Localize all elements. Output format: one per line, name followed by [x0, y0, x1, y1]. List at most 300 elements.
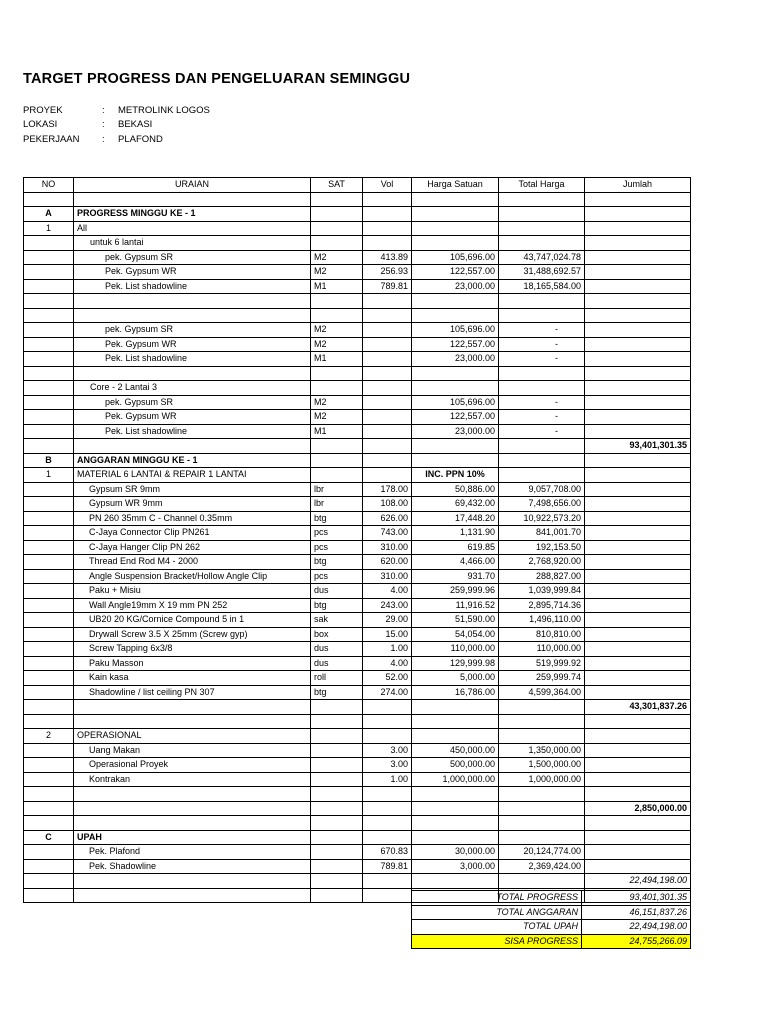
table-row — [24, 468, 691, 483]
cell-jumlah — [585, 381, 691, 396]
cell-harga-satuan — [412, 801, 499, 816]
cell-no — [24, 627, 74, 642]
cell-uraian: Gypsum WR 9mm — [74, 497, 311, 512]
cell-total-harga: 7,498,656.00 — [499, 497, 585, 512]
cell-no — [24, 540, 74, 555]
summary-label: TOTAL UPAH — [412, 920, 582, 935]
cell-vol: 310.00 — [363, 540, 412, 555]
cell-sat — [311, 294, 363, 309]
summary-table — [411, 890, 691, 949]
cell-harga-satuan — [412, 207, 499, 222]
table-row — [24, 395, 691, 410]
cell-no — [24, 555, 74, 570]
cell-sat — [311, 221, 363, 236]
summary-label: SISA PROGRESS — [412, 934, 582, 949]
table-row — [24, 642, 691, 657]
cell-total-harga — [499, 787, 585, 802]
summary-label: TOTAL ANGGARAN — [412, 905, 582, 920]
project-info — [23, 103, 210, 147]
cell-sat: roll — [311, 671, 363, 686]
cell-jumlah — [585, 656, 691, 671]
cell-vol — [363, 337, 412, 352]
cell-vol — [363, 192, 412, 207]
table-row — [24, 366, 691, 381]
cell-no — [24, 714, 74, 729]
cell-jumlah — [585, 294, 691, 309]
cell-vol: 4.00 — [363, 656, 412, 671]
table-row — [24, 453, 691, 468]
cell-vol: 1.00 — [363, 772, 412, 787]
summary-row-total-upah — [412, 920, 691, 935]
cell-vol: 789.81 — [363, 859, 412, 874]
summary-row-sisa-progress — [412, 934, 691, 949]
cell-jumlah — [585, 366, 691, 381]
cell-harga-satuan — [412, 816, 499, 831]
cell-total-harga: - — [499, 323, 585, 338]
cell-jumlah — [585, 642, 691, 657]
cell-harga-satuan: INC. PPN 10% — [412, 468, 499, 483]
cell-total-harga: - — [499, 410, 585, 425]
cell-harga-satuan — [412, 714, 499, 729]
cell-jumlah — [585, 279, 691, 294]
cell-jumlah: 43,301,837.26 — [585, 700, 691, 715]
cell-vol: 670.83 — [363, 845, 412, 860]
cell-harga-satuan — [412, 453, 499, 468]
cell-total-harga: 4,599,364.00 — [499, 685, 585, 700]
cell-sat: M2 — [311, 265, 363, 280]
cell-uraian: Operasional Proyek — [74, 758, 311, 773]
cell-sat: M2 — [311, 410, 363, 425]
info-colon: : — [102, 133, 105, 145]
cell-no: A — [24, 207, 74, 222]
cell-sat: pcs — [311, 540, 363, 555]
cell-total-harga: 810,810.00 — [499, 627, 585, 642]
cell-uraian — [74, 714, 311, 729]
cell-sat: dus — [311, 656, 363, 671]
cell-no — [24, 888, 74, 903]
cell-harga-satuan: 30,000.00 — [412, 845, 499, 860]
cell-harga-satuan: 69,432.00 — [412, 497, 499, 512]
cell-harga-satuan: 122,557.00 — [412, 337, 499, 352]
cell-no: C — [24, 830, 74, 845]
cell-uraian: Angle Suspension Bracket/Hollow Angle Clip — [74, 569, 311, 584]
cell-vol — [363, 439, 412, 454]
info-row-lokasi — [23, 118, 210, 133]
cell-total-harga: 1,000,000.00 — [499, 772, 585, 787]
cell-total-harga — [499, 830, 585, 845]
cell-vol: 29.00 — [363, 613, 412, 628]
table-row — [24, 337, 691, 352]
cell-no: 2 — [24, 729, 74, 744]
cell-sat: sak — [311, 613, 363, 628]
cell-jumlah — [585, 221, 691, 236]
cell-jumlah — [585, 511, 691, 526]
col-header-jumlah: Jumlah — [585, 178, 691, 193]
cell-sat — [311, 236, 363, 251]
cell-vol — [363, 381, 412, 396]
cell-jumlah: 93,401,301.35 — [585, 439, 691, 454]
cell-jumlah — [585, 758, 691, 773]
cell-jumlah — [585, 613, 691, 628]
table-row — [24, 627, 691, 642]
table-row — [24, 555, 691, 570]
info-row-pekerjaan — [23, 132, 210, 147]
cell-harga-satuan: 619.85 — [412, 540, 499, 555]
cell-uraian — [74, 700, 311, 715]
cell-uraian: C-Jaya Hanger Clip PN 262 — [74, 540, 311, 555]
cell-harga-satuan: 105,696.00 — [412, 250, 499, 265]
cell-total-harga — [499, 453, 585, 468]
cell-jumlah: 22,494,198.00 — [585, 874, 691, 889]
table-row — [24, 656, 691, 671]
cell-vol: 108.00 — [363, 497, 412, 512]
cell-vol: 256.93 — [363, 265, 412, 280]
cell-total-harga — [499, 236, 585, 251]
cell-harga-satuan — [412, 439, 499, 454]
table-row — [24, 439, 691, 454]
table-row — [24, 192, 691, 207]
cell-uraian: Uang Makan — [74, 743, 311, 758]
info-label: LOKASI — [23, 119, 58, 131]
cell-total-harga — [499, 294, 585, 309]
table-row — [24, 772, 691, 787]
cell-sat — [311, 439, 363, 454]
cell-harga-satuan — [412, 221, 499, 236]
cell-uraian: Pek. Gypsum WR — [74, 337, 311, 352]
info-label: PROYEK — [23, 104, 63, 116]
table-row — [24, 743, 691, 758]
cell-sat — [311, 874, 363, 889]
cell-jumlah — [585, 337, 691, 352]
cell-jumlah — [585, 453, 691, 468]
cell-no — [24, 236, 74, 251]
table-row — [24, 830, 691, 845]
cell-sat — [311, 830, 363, 845]
cell-sat — [311, 700, 363, 715]
cell-no — [24, 671, 74, 686]
budget-table — [23, 177, 691, 903]
cell-no — [24, 250, 74, 265]
summary-value: 22,494,198.00 — [582, 920, 691, 935]
cell-sat: lbr — [311, 482, 363, 497]
cell-jumlah — [585, 772, 691, 787]
page-title: TARGET PROGRESS DAN PENGELUARAN SEMINGGU — [23, 71, 411, 87]
cell-uraian: OPERASIONAL — [74, 729, 311, 744]
table-row — [24, 598, 691, 613]
col-header-harga-satuan: Harga Satuan — [412, 178, 499, 193]
cell-harga-satuan: 23,000.00 — [412, 279, 499, 294]
table-row — [24, 482, 691, 497]
cell-uraian: PROGRESS MINGGU KE - 1 — [74, 207, 311, 222]
table-row — [24, 424, 691, 439]
summary-value: 46,151,837.26 — [582, 905, 691, 920]
cell-no — [24, 482, 74, 497]
cell-jumlah — [585, 555, 691, 570]
cell-no — [24, 294, 74, 309]
cell-no — [24, 613, 74, 628]
cell-vol: 274.00 — [363, 685, 412, 700]
cell-sat — [311, 787, 363, 802]
cell-no — [24, 787, 74, 802]
cell-total-harga: 18,165,584.00 — [499, 279, 585, 294]
table-row — [24, 526, 691, 541]
cell-jumlah — [585, 830, 691, 845]
cell-vol — [363, 888, 412, 903]
cell-harga-satuan — [412, 700, 499, 715]
cell-sat: btg — [311, 598, 363, 613]
cell-harga-satuan: 4,466.00 — [412, 555, 499, 570]
cell-jumlah — [585, 250, 691, 265]
cell-uraian: Paku + Misiu — [74, 584, 311, 599]
cell-sat — [311, 381, 363, 396]
table-row — [24, 729, 691, 744]
cell-jumlah — [585, 410, 691, 425]
cell-harga-satuan — [412, 381, 499, 396]
cell-jumlah — [585, 497, 691, 512]
cell-no — [24, 366, 74, 381]
col-header-sat: SAT — [311, 178, 363, 193]
cell-harga-satuan: 105,696.00 — [412, 395, 499, 410]
cell-no — [24, 859, 74, 874]
cell-uraian: Pek. Gypsum WR — [74, 410, 311, 425]
cell-no — [24, 424, 74, 439]
cell-harga-satuan — [412, 294, 499, 309]
cell-uraian — [74, 874, 311, 889]
cell-sat — [311, 859, 363, 874]
cell-jumlah: 2,850,000.00 — [585, 801, 691, 816]
cell-sat — [311, 845, 363, 860]
cell-no — [24, 526, 74, 541]
cell-sat: M1 — [311, 352, 363, 367]
table-row — [24, 279, 691, 294]
cell-uraian: untuk 6 lantai — [74, 236, 311, 251]
table-row — [24, 845, 691, 860]
cell-uraian: ANGGARAN MINGGU KE - 1 — [74, 453, 311, 468]
cell-vol — [363, 352, 412, 367]
cell-total-harga: 110,000.00 — [499, 642, 585, 657]
cell-sat: M2 — [311, 337, 363, 352]
table-row — [24, 294, 691, 309]
cell-total-harga — [499, 816, 585, 831]
cell-total-harga — [499, 381, 585, 396]
cell-no — [24, 279, 74, 294]
cell-vol: 3.00 — [363, 743, 412, 758]
cell-total-harga: - — [499, 424, 585, 439]
cell-vol — [363, 424, 412, 439]
table-row — [24, 758, 691, 773]
table-row — [24, 540, 691, 555]
info-value: METROLINK LOGOS — [118, 104, 210, 116]
col-header-no: NO — [24, 178, 74, 193]
cell-jumlah — [585, 859, 691, 874]
cell-total-harga — [499, 439, 585, 454]
cell-uraian: Shadowline / list ceiling PN 307 — [74, 685, 311, 700]
cell-total-harga: - — [499, 337, 585, 352]
cell-harga-satuan: 11,916.52 — [412, 598, 499, 613]
table-body — [24, 192, 691, 903]
info-colon: : — [102, 119, 105, 131]
cell-jumlah — [585, 714, 691, 729]
cell-sat: pcs — [311, 526, 363, 541]
cell-vol — [363, 874, 412, 889]
cell-vol — [363, 787, 412, 802]
cell-vol: 626.00 — [363, 511, 412, 526]
table-row — [24, 250, 691, 265]
cell-no — [24, 192, 74, 207]
cell-harga-satuan: 110,000.00 — [412, 642, 499, 657]
table-row — [24, 787, 691, 802]
col-header-vol: Vol — [363, 178, 412, 193]
cell-vol: 243.00 — [363, 598, 412, 613]
cell-harga-satuan: 54,054.00 — [412, 627, 499, 642]
cell-harga-satuan — [412, 874, 499, 889]
cell-vol: 413.89 — [363, 250, 412, 265]
cell-no — [24, 743, 74, 758]
cell-harga-satuan: 5,000.00 — [412, 671, 499, 686]
cell-vol: 4.00 — [363, 584, 412, 599]
cell-jumlah — [585, 352, 691, 367]
cell-uraian: Pek. Gypsum WR — [74, 265, 311, 280]
cell-vol — [363, 207, 412, 222]
cell-uraian: Paku Masson — [74, 656, 311, 671]
summary-value: 24,755,266.09 — [582, 934, 691, 949]
cell-total-harga: - — [499, 352, 585, 367]
cell-jumlah — [585, 236, 691, 251]
cell-no — [24, 395, 74, 410]
cell-total-harga: 43,747,024.78 — [499, 250, 585, 265]
cell-uraian: pek. Gypsum SR — [74, 323, 311, 338]
cell-uraian — [74, 294, 311, 309]
cell-sat: dus — [311, 584, 363, 599]
table-row — [24, 352, 691, 367]
table-row — [24, 714, 691, 729]
cell-harga-satuan: 931.70 — [412, 569, 499, 584]
cell-vol: 310.00 — [363, 569, 412, 584]
cell-uraian — [74, 816, 311, 831]
cell-total-harga — [499, 221, 585, 236]
cell-harga-satuan: 23,000.00 — [412, 352, 499, 367]
cell-uraian: Pek. Shadowline — [74, 859, 311, 874]
cell-sat: pcs — [311, 569, 363, 584]
table-row — [24, 569, 691, 584]
table-row — [24, 308, 691, 323]
cell-uraian: Pek. Plafond — [74, 845, 311, 860]
cell-no — [24, 816, 74, 831]
cell-jumlah — [585, 424, 691, 439]
cell-sat: box — [311, 627, 363, 642]
cell-sat — [311, 772, 363, 787]
cell-uraian: pek. Gypsum SR — [74, 250, 311, 265]
table-row — [24, 323, 691, 338]
cell-vol: 15.00 — [363, 627, 412, 642]
cell-sat — [311, 192, 363, 207]
table-row — [24, 207, 691, 222]
cell-harga-satuan: 23,000.00 — [412, 424, 499, 439]
cell-sat: btg — [311, 555, 363, 570]
cell-harga-satuan — [412, 787, 499, 802]
cell-uraian: pek. Gypsum SR — [74, 395, 311, 410]
info-row-proyek — [23, 103, 210, 118]
col-header-uraian: URAIAN — [74, 178, 311, 193]
cell-total-harga: 31,488,692.57 — [499, 265, 585, 280]
cell-vol — [363, 816, 412, 831]
cell-sat: dus — [311, 642, 363, 657]
cell-uraian: MATERIAL 6 LANTAI & REPAIR 1 LANTAI — [74, 468, 311, 483]
table-row — [24, 236, 691, 251]
cell-uraian: C-Jaya Connector Clip PN261 — [74, 526, 311, 541]
cell-uraian: Thread End Rod M4 - 2000 — [74, 555, 311, 570]
table-row — [24, 381, 691, 396]
cell-no — [24, 439, 74, 454]
table-row — [24, 511, 691, 526]
cell-no — [24, 323, 74, 338]
cell-uraian — [74, 192, 311, 207]
cell-vol — [363, 830, 412, 845]
cell-vol — [363, 221, 412, 236]
table-row — [24, 874, 691, 889]
cell-total-harga: 9,057,708.00 — [499, 482, 585, 497]
cell-no — [24, 511, 74, 526]
cell-harga-satuan — [412, 308, 499, 323]
cell-sat — [311, 308, 363, 323]
cell-sat — [311, 801, 363, 816]
cell-uraian — [74, 308, 311, 323]
cell-total-harga — [499, 714, 585, 729]
cell-no — [24, 265, 74, 280]
summary-value: 93,401,301.35 — [582, 891, 691, 906]
cell-uraian: Screw Tapping 6x3/8 — [74, 642, 311, 657]
cell-no — [24, 410, 74, 425]
cell-total-harga: 841,001.70 — [499, 526, 585, 541]
cell-sat — [311, 743, 363, 758]
cell-harga-satuan: 500,000.00 — [412, 758, 499, 773]
cell-jumlah — [585, 627, 691, 642]
cell-harga-satuan: 1,131.90 — [412, 526, 499, 541]
cell-sat: lbr — [311, 497, 363, 512]
cell-uraian: UB20 20 KG/Cornice Compound 5 in 1 — [74, 613, 311, 628]
table-row — [24, 584, 691, 599]
cell-total-harga: 1,496,110.00 — [499, 613, 585, 628]
cell-jumlah — [585, 787, 691, 802]
cell-no — [24, 308, 74, 323]
info-label: PEKERJAAN — [23, 133, 80, 145]
cell-no: 1 — [24, 468, 74, 483]
cell-harga-satuan: 17,448.20 — [412, 511, 499, 526]
cell-no — [24, 381, 74, 396]
cell-harga-satuan: 105,696.00 — [412, 323, 499, 338]
cell-vol — [363, 714, 412, 729]
cell-no — [24, 569, 74, 584]
cell-no — [24, 656, 74, 671]
cell-sat — [311, 366, 363, 381]
cell-vol — [363, 453, 412, 468]
cell-no — [24, 758, 74, 773]
cell-jumlah — [585, 395, 691, 410]
cell-no — [24, 352, 74, 367]
cell-harga-satuan: 450,000.00 — [412, 743, 499, 758]
cell-jumlah — [585, 845, 691, 860]
table-row — [24, 859, 691, 874]
cell-vol: 743.00 — [363, 526, 412, 541]
cell-sat — [311, 453, 363, 468]
cell-uraian: Pek. List shadowline — [74, 352, 311, 367]
cell-jumlah — [585, 729, 691, 744]
cell-vol: 178.00 — [363, 482, 412, 497]
cell-vol — [363, 323, 412, 338]
cell-jumlah — [585, 192, 691, 207]
cell-jumlah — [585, 468, 691, 483]
cell-uraian: Core - 2 Lantai 3 — [74, 381, 311, 396]
